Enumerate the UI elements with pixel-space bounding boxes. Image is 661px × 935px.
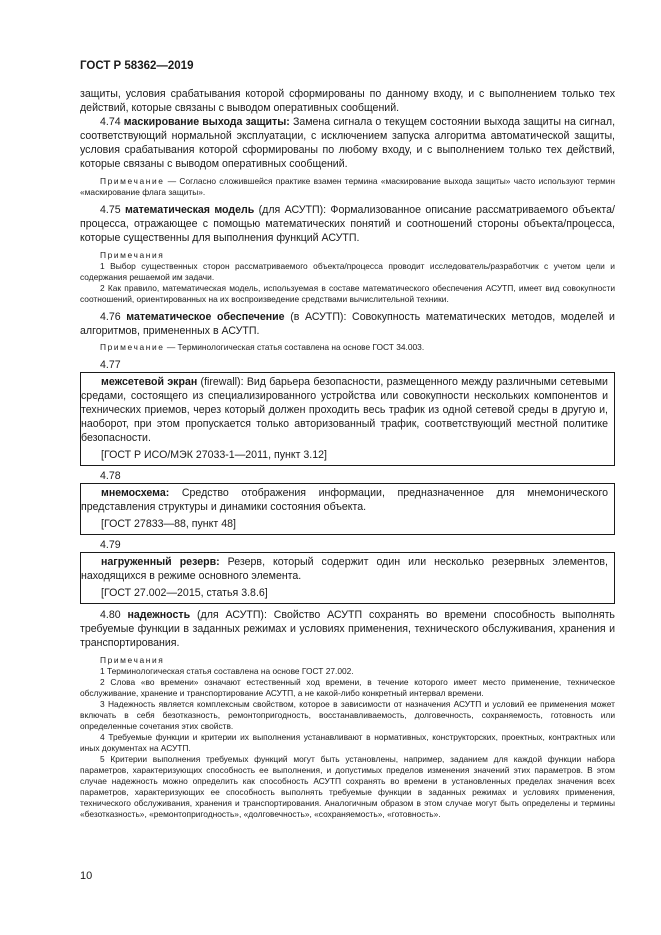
term-name: маскирование выхода защиты:: [123, 116, 290, 128]
note-4-74: [80, 176, 615, 198]
term-definition: Средство отображения информации, предназначенное для мнемонического представления структуры и динамики состояния объекта.: [81, 487, 608, 513]
note-text: — Терминологическая статья составлена на основе ГОСТ 34.003.: [166, 342, 425, 352]
term-name: математическая модель: [125, 204, 255, 216]
intro-paragraph: защиты, условия срабатывания которой сформированы по данному входу, и с выполнением только тех действий, которые связаны с выводом оперативных сообщений.: [80, 88, 615, 114]
term-number: 4.80: [100, 609, 121, 621]
term-4-76: [80, 310, 615, 338]
notes-label-4-80: Примечания: [100, 655, 165, 665]
term-box-4-79: [80, 552, 615, 604]
term-qualifier: (для АСУТП):: [258, 204, 327, 216]
document-header: ГОСТ Р 58362—2019: [80, 60, 194, 72]
note-label: Примечание: [100, 176, 165, 186]
term-definition: Свойство АСУТП сохранять во времени способность выполнять требуемые функции в заданных режимах и условиях применения, технического обслуживания, хранения и транспортирования.: [80, 609, 615, 649]
term-qualifier: (firewall):: [200, 376, 244, 388]
note-label: Примечание: [100, 342, 165, 352]
term-name: математическое обеспечение: [126, 311, 285, 323]
notes-label-4-75: Примечания: [100, 250, 165, 260]
term-qualifier: (для АСУТП):: [196, 609, 267, 621]
term-4-80: [80, 608, 615, 650]
term-definition: Резерв, который содержит один или несколько резервных элементов, находящихся в режиме основного элемента.: [81, 556, 608, 582]
term-4-77: [81, 375, 608, 445]
note-4-75-1: 1 Выбор существенных сторон рассматриваемого объекта/процесса проводит исследователь/разработчик с учетом цели и содержания решаемой им задачи.: [80, 261, 615, 282]
note-4-76: [80, 342, 615, 353]
note-4-80-4: 4 Требуемые функции и критерии их выполнения устанавливают в нормативных, конструкторских, проектных, контрактных или иных документах на АСУТП.: [80, 732, 615, 753]
term-4-78: [81, 486, 608, 514]
document-page: [80, 59, 615, 820]
note-text: — Согласно сложившейся практике взамен термина «маскирование выхода защиты» часто используют термин «маскирование флага защиты».: [80, 176, 615, 197]
term-reference: [ГОСТ 27833—88, пункт 48]: [101, 518, 236, 530]
term-box-4-78: [80, 483, 615, 535]
page-number: 10: [80, 870, 93, 882]
term-name: надежность: [127, 609, 191, 621]
note-4-75-2: 2 Как правило, математическая модель, используемая в составе математического обеспечения АСУТП, имеет вид совокупности соотношений, ориентированных на их воспроизведение средствами вычислительной техники.: [80, 283, 615, 304]
term-reference: [ГОСТ 27.002—2015, статья 3.8.6]: [101, 587, 268, 599]
term-4-74: [80, 115, 615, 171]
term-definition: Замена сигнала о текущем состоянии выхода защиты на сигнал, соответствующий нормальной эксплуатации, с исключением запуска алгоритма автоматической защиты, условия срабатывания которой сформированы по любому входу, и с выполнением только тех действий, которые связаны с выводом оперативных сообщений.: [80, 116, 616, 170]
note-4-80-5: 5 Критерии выполнения требуемых функций могут быть установлены, например, заданием для каждой функции набора параметров, характеризующих способность ее выполнения, и допустимых пределов изменения значений этих параметров. В этом случае надежность можно определить как способность АСУТП сохранять во времени в установленных пределах значения всех параметров, характеризующих ее способность выполнять требуемые функции в заданных режимах и условиях применения, технического обслуживания, хранения и транспортирования. Аналогичным образом в этом случае могут быть определены и термины «безотказность», «ремонтопригодность», «долговечность», «сохраняемость», «готовность».: [80, 754, 615, 819]
term-number-4-78: 4.78: [100, 470, 121, 482]
term-number: 4.75: [100, 204, 121, 216]
term-name: мнемосхема:: [101, 487, 170, 499]
note-4-80-1: 1 Терминологическая статья составлена на основе ГОСТ 27.002.: [100, 666, 354, 676]
term-name: межсетевой экран: [101, 376, 198, 388]
term-box-4-77: [80, 372, 615, 466]
term-definition: Вид барьера безопасности, размещенного между различными сетевыми средами, состоящего из специализированного устройства или совокупности нескольких компонентов и технических приемов, через который должен проходить весь трафик из одной сетевой среды в другую и, наоборот, при этом пропускается только авторизованный трафик, соответствующий местной политике безопасности.: [81, 376, 608, 444]
term-number-4-79: 4.79: [100, 539, 121, 551]
term-reference: [ГОСТ Р ИСО/МЭК 27033-1—2011, пункт 3.12]: [101, 449, 327, 461]
note-4-80-3: 3 Надежность является комплексным свойством, которое в зависимости от назначения АСУТП и условий ее применения может включать в себя безотказность, ремонтопригодность, восстанавливаемость, долговечность, сохраняемость, готовность или определенные сочетания этих свойств.: [80, 699, 615, 731]
term-4-75: [80, 203, 615, 245]
term-qualifier: (в АСУТП):: [290, 311, 347, 323]
term-number: 4.76: [100, 311, 121, 323]
term-definition: Формализованное описание рассматриваемого объекта/процесса, отражающее с помощью математических понятий и соотношений стороны объекта/процесса, которые существенны для выполнения функций АСУТП.: [80, 204, 615, 244]
term-number: 4.74: [100, 116, 121, 128]
term-name: нагруженный резерв:: [101, 556, 220, 568]
term-4-79: [81, 555, 608, 583]
term-definition: Совокупность математических методов, моделей и алгоритмов, примененных в АСУТП.: [80, 311, 615, 337]
note-4-80-2: 2 Слова «во времени» означают естественный ход времени, в течение которого имеет место применение, техническое обслуживание, хранение и транспортирование АСУТП, а не какой-либо конкретный интервал времени.: [80, 677, 615, 698]
term-number-4-77: 4.77: [100, 359, 121, 371]
